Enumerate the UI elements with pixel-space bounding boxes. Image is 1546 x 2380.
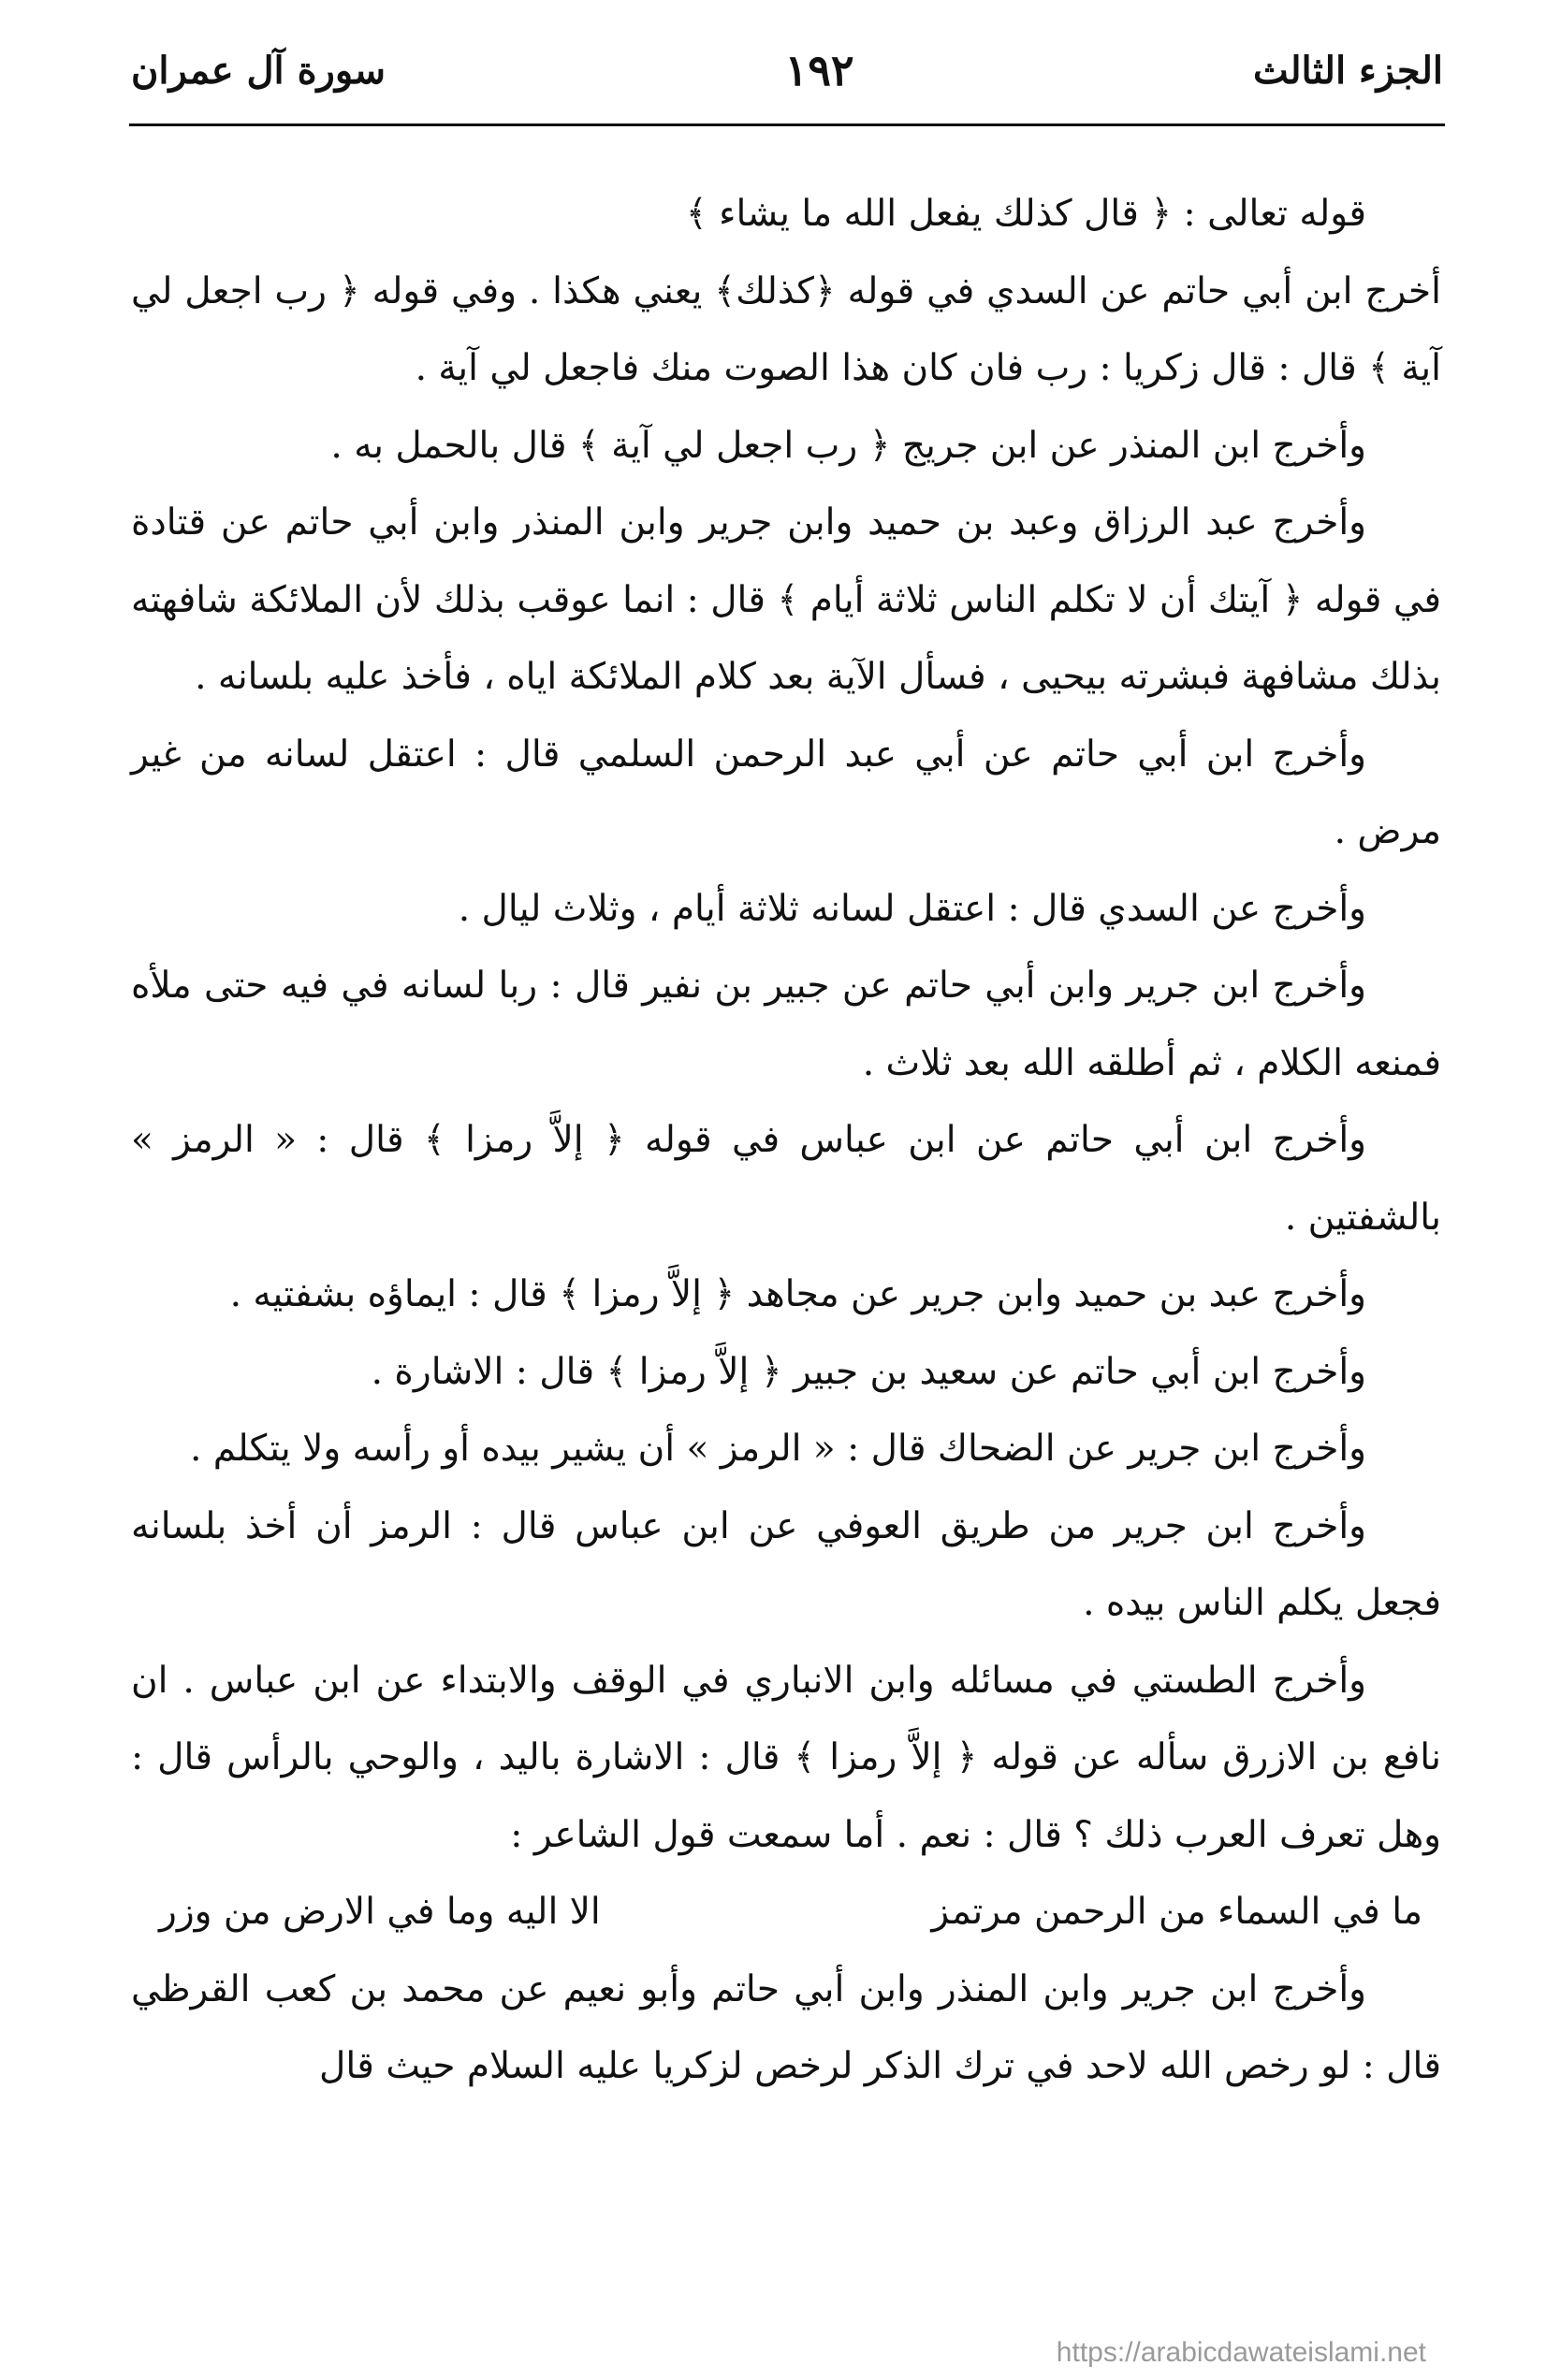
paragraph-12: وأخرج ابن جرير من طريق العوفي عن ابن عباس قال : الرمز أن أخذ بلسانه فجعل يكلم الناس بيده . [131, 1504, 1441, 1624]
poem-verse [131, 1874, 1441, 1952]
paragraph-10: وأخرج ابن أبي حاتم عن سعيد بن جبير ﴿ إلاَّ رمزا ﴾ قال : الاشارة . [371, 1350, 1366, 1393]
page-body [131, 176, 1441, 2106]
header-surah-title: سورة آل عمران [131, 48, 386, 93]
poem-second-hemistich: الا اليه وما في الارض من وزر [159, 1891, 601, 1933]
paragraph-8: وأخرج ابن أبي حاتم عن ابن عباس في قوله ﴿ إلاَّ رمزا ﴾ قال : « الرمز » بالشفتين . [131, 1119, 1441, 1239]
running-header [131, 37, 1443, 103]
poem-first-hemistich: ما في السماء من الرحمن مرتمز [931, 1891, 1422, 1933]
page-number: ١٩٢ [784, 45, 854, 95]
paragraph-4: وأخرج عبد الرزاق وعبد بن حميد وابن جرير وابن المنذر وابن أبي حاتم عن قتادة في قوله ﴿ آيتك أن لا تكلم الناس ثلاثة أيام ﴾ قال : انما عوقب بذلك لأن الملائكة شافهته بذلك مشافهة فبشرته بيحيى ، فسأل الآية بعد كلام الملائكة اياه ، فأخذ عليه بلسانه . [131, 501, 1441, 698]
paragraph-13: وأخرج الطستي في مسائله وابن الانباري في الوقف والابتداء عن ابن عباس . ان نافع بن الازرق سأله عن قوله ﴿ إلاَّ رمزا ﴾ قال : الاشارة باليد ، والوحي بالرأس قال : وهل تعرف العرب ذلك ؟ قال : نعم . أما سمعت قول الشاعر : [131, 1659, 1441, 1856]
paragraph-14: وأخرج ابن جرير وابن المنذر وابن أبي حاتم وأبو نعيم عن محمد بن كعب القرظي قال : لو رخص الله لاحد في ترك الذكر لرخص لزكريا عليه السلام حيث قال [131, 1967, 1441, 2087]
paragraph-9: وأخرج عبد بن حميد وابن جرير عن مجاهد ﴿ إلاَّ رمزا ﴾ قال : ايماؤه بشفتيه . [229, 1273, 1366, 1315]
paragraph-5: وأخرج ابن أبي حاتم عن أبي عبد الرحمن السلمي قال : اعتقل لسانه من غير مرض . [131, 733, 1441, 852]
paragraph-3: وأخرج ابن المنذر عن ابن جريج ﴿ رب اجعل لي آية ﴾ قال بالحمل به . [330, 424, 1366, 467]
header-part-title: الجزء الثالث [1253, 48, 1443, 93]
watermark-url: https://arabicdawateislami.net [1056, 2337, 1426, 2368]
header-divider [129, 123, 1445, 126]
paragraph-6: وأخرج عن السدي قال : اعتقل لسانه ثلاثة أيام ، وثلاث ليال . [458, 887, 1366, 930]
paragraph-1: قوله تعالى : ﴿ قال كذلك يفعل الله ما يشاء ﴾ [685, 193, 1366, 235]
paragraph-11: وأخرج ابن جرير عن الضحاك قال : « الرمز » أن يشير بيده أو رأسه ولا يتكلم . [189, 1428, 1366, 1470]
paragraph-7: وأخرج ابن جرير وابن أبي حاتم عن جبير بن نفير قال : ربا لسانه في فيه حتى ملأه فمنعه الكلام ، ثم أطلقه الله بعد ثلاث . [131, 965, 1441, 1084]
paragraph-2: أخرج ابن أبي حاتم عن السدي في قوله ﴿كذلك﴾ يعني هكذا . وفي قوله ﴿ رب اجعل لي آية ﴾ قال : قال زكريا : رب فان كان هذا الصوت منك فاجعل لي آية . [131, 269, 1441, 389]
